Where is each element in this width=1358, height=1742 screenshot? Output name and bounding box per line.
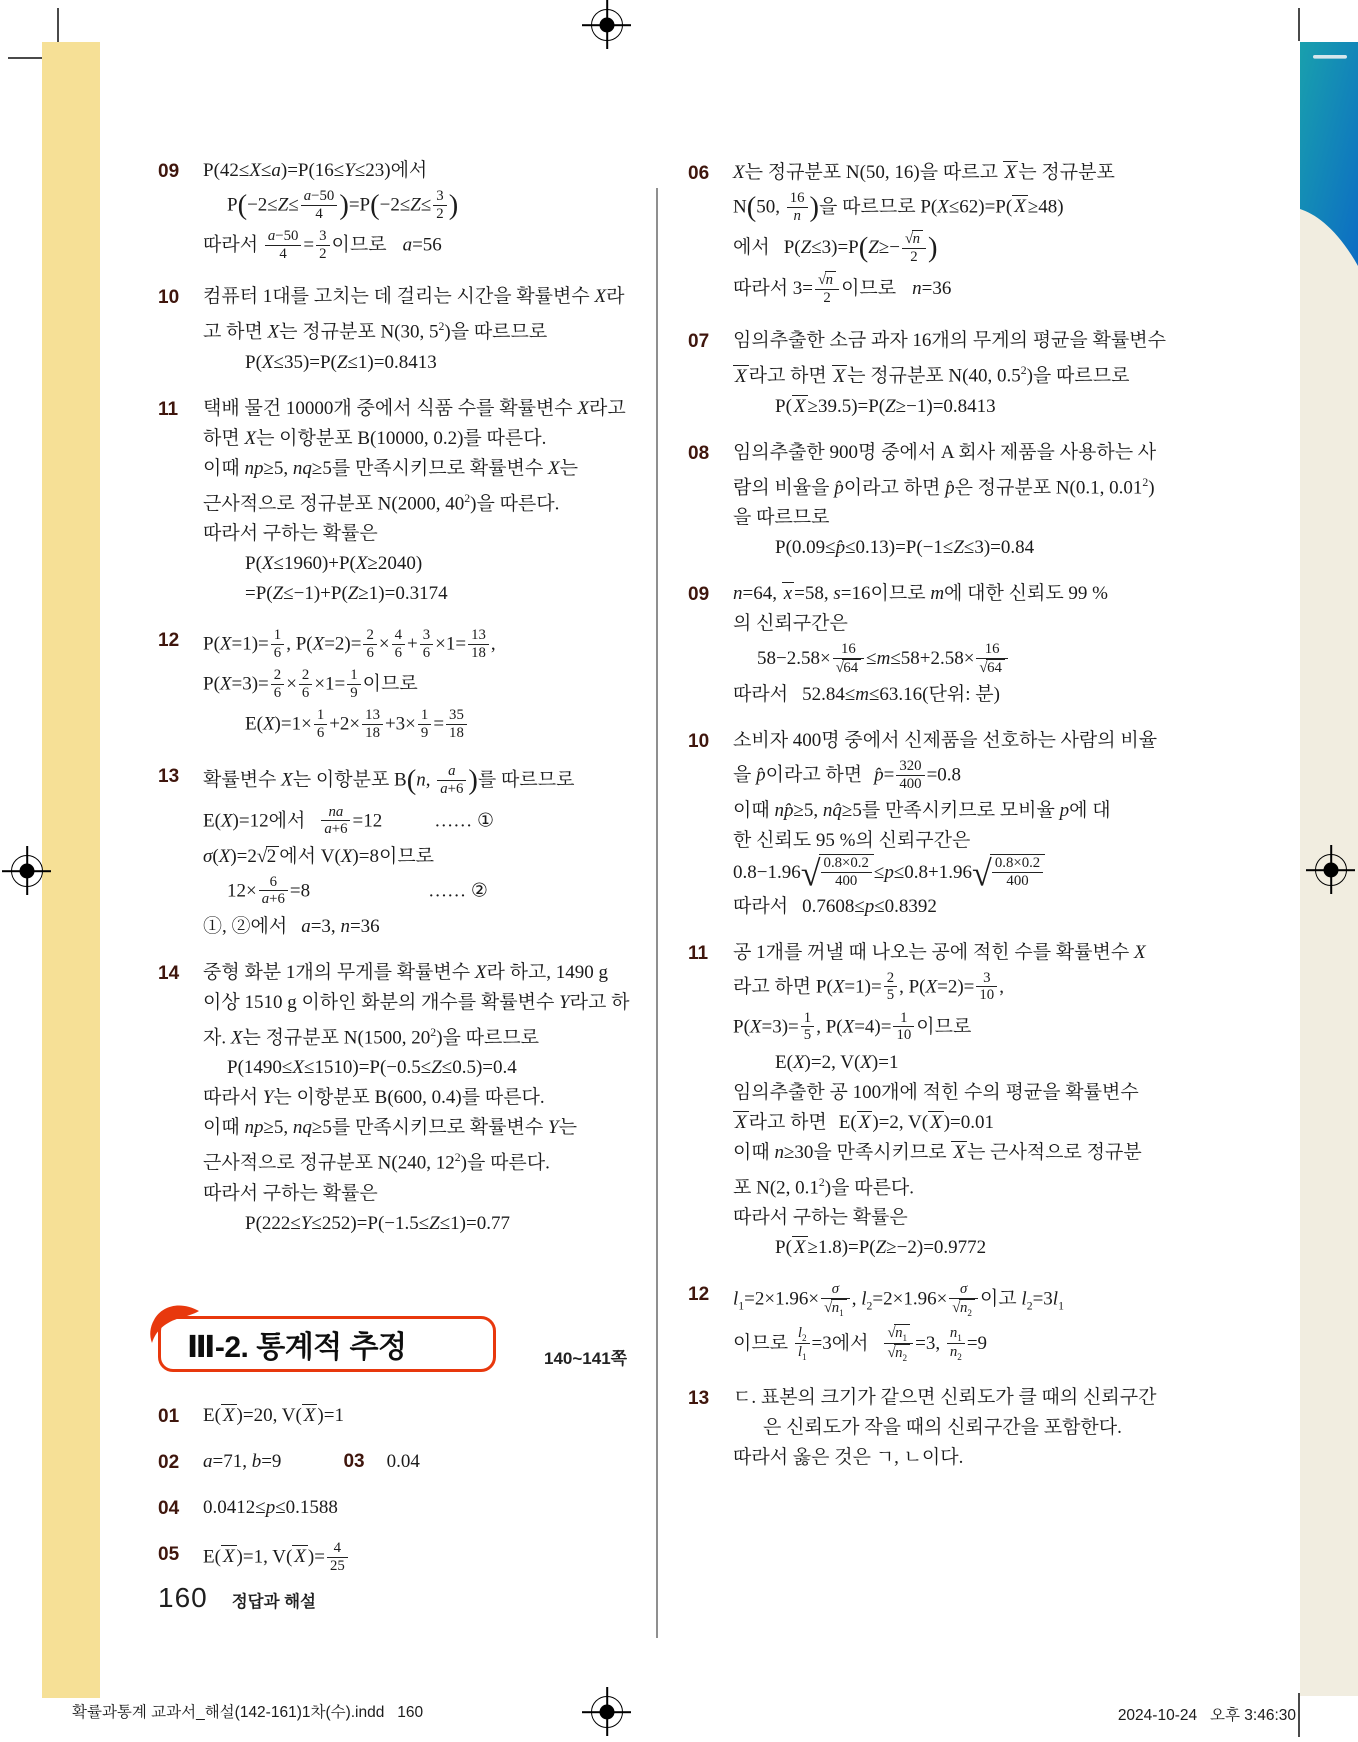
- solution-item: [158, 1400, 620, 1433]
- solution-line: 한 신뢰도 95 %의 신뢰구간은: [733, 830, 971, 852]
- solution-line: 택배 물건 10000개 중에서 식품 수를 확률변수 X라고: [203, 397, 626, 419]
- registration-mark: [591, 9, 623, 41]
- solution-line: 따라서 구하는 확률은: [733, 1207, 908, 1229]
- solution-number: 12: [688, 1284, 710, 1306]
- solution-body: [203, 761, 620, 941]
- section-page-ref: 140~141쪽: [544, 1349, 628, 1368]
- solution-number: 09: [688, 584, 710, 606]
- solution-line: 공 1개를 꺼낼 때 나오는 공에 적힌 수를 확률변수 X: [733, 941, 1146, 963]
- crop-mark: [57, 8, 59, 42]
- solution-line: P(−2≤Z≤ $\frac{a-50}{4}$ )=P(−2≤Z≤ $\frac{3}{2}$ ): [227, 188, 459, 222]
- solution-line: 의 신뢰구간은: [733, 613, 848, 635]
- solution-body: [203, 625, 620, 745]
- crop-mark: [1298, 1693, 1300, 1737]
- solution-item: [158, 625, 620, 745]
- solution-line: 따라서 0.7608≤p≤0.8392: [733, 895, 937, 917]
- solution-number: 10: [158, 287, 180, 309]
- solution-body: [733, 1383, 1158, 1473]
- solution-number: 03: [343, 1451, 365, 1472]
- solution-body: [733, 158, 1158, 310]
- print-file-info: 확률과통계 교과서_해설(142-161)1차(수).indd 160: [72, 1704, 424, 1721]
- solution-body: [203, 958, 629, 1239]
- solution-item: [688, 438, 1158, 563]
- solution-item: [158, 282, 625, 377]
- solution-line: 이때 np̂≥5, nq̂≥5를 만족시키므로 모비율 p에 대: [733, 800, 1111, 822]
- solution-line: P( X ≥1.8)=P(Z≥−2)=0.9772: [775, 1237, 987, 1259]
- solution-line: 소비자 400명 중에서 신제품을 선호하는 사람의 비율: [733, 730, 1158, 752]
- solution-line: 근사적으로 정규분포 N(2000, $40^2$)을 따른다.: [203, 491, 560, 514]
- solution-line: 따라서 52.84≤m≤63.16(단위: 분): [733, 684, 1000, 706]
- solution-line: P(X=3)= $\frac{1}{5}$ , P(X=4)= $\frac{1}{10}$ 이므로: [733, 1009, 972, 1044]
- solution-line: 이므로 $\frac{l_2}{l_1}$ =3에서 $\frac{√n_1}{√n_2}$ =3, $\frac{n_1}{n_2}$ =9: [733, 1324, 988, 1363]
- solution-item: [158, 1446, 620, 1479]
- answers-list: [158, 1400, 620, 1591]
- solution-line: 라고 하면 P(X=1)= $\frac{2}{5}$ , P(X=2)= $\frac{3}{10}$ ,: [733, 969, 1004, 1004]
- solution-number: 13: [688, 1387, 710, 1409]
- solution-item: [158, 156, 620, 266]
- solution-line: $l_1=2\times 1.96\times$ $\frac{\sigma}{√n_1}$ , $l_2=2\times 1.96\times$ $\frac{\sigma}{√n_2}$ 이고 $l_2=3l_1$: [733, 1281, 1064, 1318]
- solution-line: 이때 np≥5, nq≥5를 만족시키므로 확률변수 X는: [203, 457, 578, 479]
- solution-item: [688, 1279, 1158, 1367]
- solution-line: E( X )=1, V( X )= $\frac{4}{25}$: [203, 1538, 620, 1578]
- print-timestamp: 2024-10-24 오후 3:46:30: [1117, 1707, 1296, 1724]
- registration-mark: [11, 855, 43, 887]
- solution-item: [158, 958, 630, 1239]
- solution-number: 11: [688, 942, 709, 964]
- crop-mark: [1298, 8, 1300, 41]
- solution-number: 05: [158, 1544, 180, 1565]
- solution-line: 컴퓨터 1대를 고치는 데 걸리는 시간을 확률변수 X라: [203, 286, 625, 308]
- solution-line: E( X )=20, V( X )=1: [203, 1405, 344, 1426]
- solution-line: 고 하면 X는 정규분포 N(30, $5^2$)을 따르므로: [203, 320, 548, 343]
- solution-line: X 라고 하면 X 는 정규분포 N(40, $0.5^2$)을 따르므로: [735, 364, 1130, 387]
- solution-item: [688, 726, 1158, 921]
- solution-body: [203, 156, 620, 266]
- column-divider: [656, 188, 658, 1638]
- solution-line: P(42≤X≤a)=P(16≤Y≤23)에서: [203, 160, 428, 181]
- solution-line: 0.0412≤p≤0.1588: [203, 1497, 338, 1518]
- solution-line: 하면 X는 이항분포 B(10000, 0.2)를 따른다.: [203, 427, 547, 449]
- solution-number: 06: [688, 163, 710, 184]
- solution-line: n=64, x =58, s=16이므로 m에 대한 신뢰도 99 %: [733, 583, 1108, 605]
- solution-line: P( X ≥39.5)=P(Z≥−1)=0.8413: [775, 395, 996, 417]
- solution-line: 을 따르므로: [733, 507, 830, 529]
- registration-mark: [591, 1696, 623, 1728]
- solution-line: P(1490≤X≤1510)=P(−0.5≤Z≤0.5)=0.4: [227, 1057, 517, 1079]
- solution-line: 따라서 구하는 확률은: [203, 1182, 378, 1204]
- section-header: [158, 1316, 496, 1372]
- blue-tab-shape: [1300, 42, 1358, 266]
- right-column: [688, 158, 1166, 1489]
- solution-line: 임의추출한 900명 중에서 A 회사 제품을 사용하는 사: [733, 441, 1157, 463]
- solution-line: 임의추출한 소금 과자 16개의 무게의 평균을 확률변수: [733, 330, 1166, 352]
- solution-item: [158, 1538, 620, 1578]
- section-title: Ⅲ-2. 통계적 추정: [187, 1331, 407, 1364]
- solution-line: 람의 비율을 p̂이라고 하면 p̂은 정규분포 N(0.1, 0.01$^2$): [733, 475, 1155, 499]
- solution-number: 02: [158, 1452, 180, 1473]
- page-footer: [158, 1582, 316, 1614]
- section-swoosh-icon: [145, 1299, 203, 1345]
- solution-line: X는 정규분포 N(50, 16)을 따르고 X 는 정규분포: [733, 162, 1115, 183]
- solution-line: 이때 n≥30을 만족시키므로 X 는 근사적으로 정규분: [733, 1141, 1142, 1163]
- solution-line: 이때 np≥5, nq≥5를 만족시키므로 확률변수 Y는: [203, 1117, 577, 1139]
- solution-number: 04: [158, 1498, 180, 1519]
- solution-body: [203, 1400, 620, 1433]
- solution-body: [203, 394, 626, 609]
- solution-number: 13: [158, 766, 180, 788]
- solution-number: 14: [158, 962, 180, 984]
- solution-body: [733, 326, 1166, 421]
- solution-line: 따라서 구하는 확률은: [203, 522, 378, 544]
- solution-line: P(X≤35)=P(Z≤1)=0.8413: [245, 351, 437, 373]
- solution-line: 자. X는 정규분포 N(1500, $20^2$)을 따르므로: [203, 1025, 540, 1049]
- solution-line: ①, ②에서 a=3, n=36: [203, 915, 380, 937]
- solution-line: 중형 화분 1개의 무게를 확률변수 X라 하고, 1490 g: [203, 961, 609, 983]
- solution-item: [158, 761, 620, 941]
- solution-item: [688, 326, 1166, 421]
- solution-body: [733, 579, 1158, 710]
- tab-dash: [1313, 55, 1347, 59]
- page-edge-tab-blue: [1300, 42, 1358, 266]
- solution-line: X 라고 하면 E( X )=2, V( X )=0.01: [735, 1111, 994, 1133]
- solution-number: 01: [158, 1406, 180, 1427]
- solution-body: [203, 282, 624, 377]
- solution-line: 58−2.58× $\frac{16}{√64}$ ≤m≤58+2.58× $\frac{16}{√64}$: [757, 639, 1158, 680]
- solution-line: P(X≤1960)+P(X≥2040): [245, 552, 423, 574]
- solution-number: 08: [688, 442, 710, 464]
- solution-line: P(X=3)= $\frac{2}{6}$ × $\frac{2}{6}$ ×1= $\frac{1}{9}$ 이므로: [203, 667, 418, 701]
- solution-line: =P(Z≤−1)+P(Z≥1)=0.3174: [245, 582, 448, 604]
- solution-line: 근사적으로 정규분포 N(240, $12^2$)을 따른다.: [203, 1151, 550, 1174]
- solution-body: [733, 1279, 1158, 1367]
- solution-line: 0.8−1.96√ 0.8×0.2 400 ≤p≤0.8+1.96√ 0.8×0.2 400: [733, 856, 1158, 891]
- solution-line: 따라서 3= $\frac{√n}{2}$ 이므로 n=36: [733, 272, 952, 306]
- solution-line: σ(X)=2√2 에서 V(X)=8이므로: [203, 845, 435, 867]
- crop-mark: [8, 57, 42, 59]
- solution-body: [203, 1446, 620, 1479]
- solution-line: E(X)=1× $\frac{1}{6}$ +2× $\frac{13}{18}$ +3× $\frac{1}{9}$ = $\frac{35}{18}$: [245, 705, 620, 745]
- solution-line: 확률변수 X는 이항분포 B(n, $\frac{a}{a+6}$ )를 따르므로: [203, 763, 575, 798]
- registration-mark: [1315, 854, 1347, 886]
- solution-line: 에서 P(Z≤3)=P(Z≥− $\frac{√n}{2}$ ): [733, 231, 938, 265]
- solution-line: 이상 1510 g 이하인 화분의 개수를 확률변수 Y라고 하: [203, 991, 630, 1013]
- solution-number: 09: [158, 161, 180, 182]
- solution-body: [733, 438, 1158, 563]
- solution-item: [688, 158, 1158, 310]
- solution-line: a=71, b=9 03 0.04: [203, 1451, 420, 1472]
- solution-item: [688, 579, 1158, 710]
- solution-line: P(222≤Y≤252)=P(−1.5≤Z≤1)=0.77: [245, 1212, 510, 1234]
- solution-item: [158, 1492, 620, 1525]
- solution-line: 따라서 옳은 것은 ㄱ, ㄴ이다.: [733, 1446, 964, 1468]
- solution-number: 07: [688, 331, 710, 353]
- footer-label: 정답과 해설: [231, 1593, 316, 1611]
- solution-number: 12: [158, 629, 180, 651]
- solution-line: N(50, $\frac{16}{n}$ )을 따르므로 P(X≤62)=P( X ≥48): [733, 190, 1064, 224]
- solution-line: E(X)=12에서 $\frac{na}{a+6}$ =12 …… ①: [203, 803, 494, 838]
- solution-line: 은 신뢰도가 작을 때의 신뢰구간을 포함한다.: [763, 1416, 1122, 1438]
- solution-item: [158, 394, 626, 609]
- solution-body: [733, 726, 1158, 921]
- solution-body: [203, 1492, 620, 1525]
- solution-line: 따라서 $\frac{a-50}{4}$ = $\frac{3}{2}$ 이므로 a=56: [203, 228, 442, 262]
- solution-item: [688, 938, 1158, 1264]
- solution-line: P(X=1)= $\frac{1}{6}$ , P(X=2)= $\frac{2}{6}$ × $\frac{4}{6}$ + $\frac{3}{6}$ ×1= $\frac{13}{18}$ ,: [203, 626, 496, 661]
- solution-line: 12× $\frac{6}{a+6}$ =8 …… ②: [227, 873, 488, 908]
- solution-body: [733, 938, 1158, 1264]
- solution-line: 을 p̂이라고 하면 p̂= $\frac{320}{400}$ =0.8: [733, 758, 962, 792]
- solution-line: P(0.09≤p̂≤0.13)=P(−1≤Z≤3)=0.84: [775, 537, 1035, 559]
- section-header-box: [158, 1316, 496, 1372]
- solution-line: 따라서 Y는 이항분포 B(600, 0.4)를 따른다.: [203, 1087, 545, 1109]
- left-column: [158, 156, 630, 1255]
- solution-line: E(X)=2, V(X)=1: [775, 1051, 899, 1073]
- solution-body: [203, 1538, 620, 1578]
- solution-line: 포 N(2, $0.1^2$)을 따른다.: [733, 1175, 915, 1199]
- page-number: 160: [158, 1582, 208, 1613]
- solution-line: ㄷ. 표본의 크기가 같으면 신뢰도가 클 때의 신뢰구간: [733, 1386, 1157, 1408]
- solution-item: [688, 1383, 1158, 1473]
- solution-line: 임의추출한 공 100개에 적힌 수의 평균을 확률변수: [733, 1081, 1139, 1103]
- solution-number: 11: [158, 398, 179, 420]
- solution-number: 10: [688, 731, 710, 753]
